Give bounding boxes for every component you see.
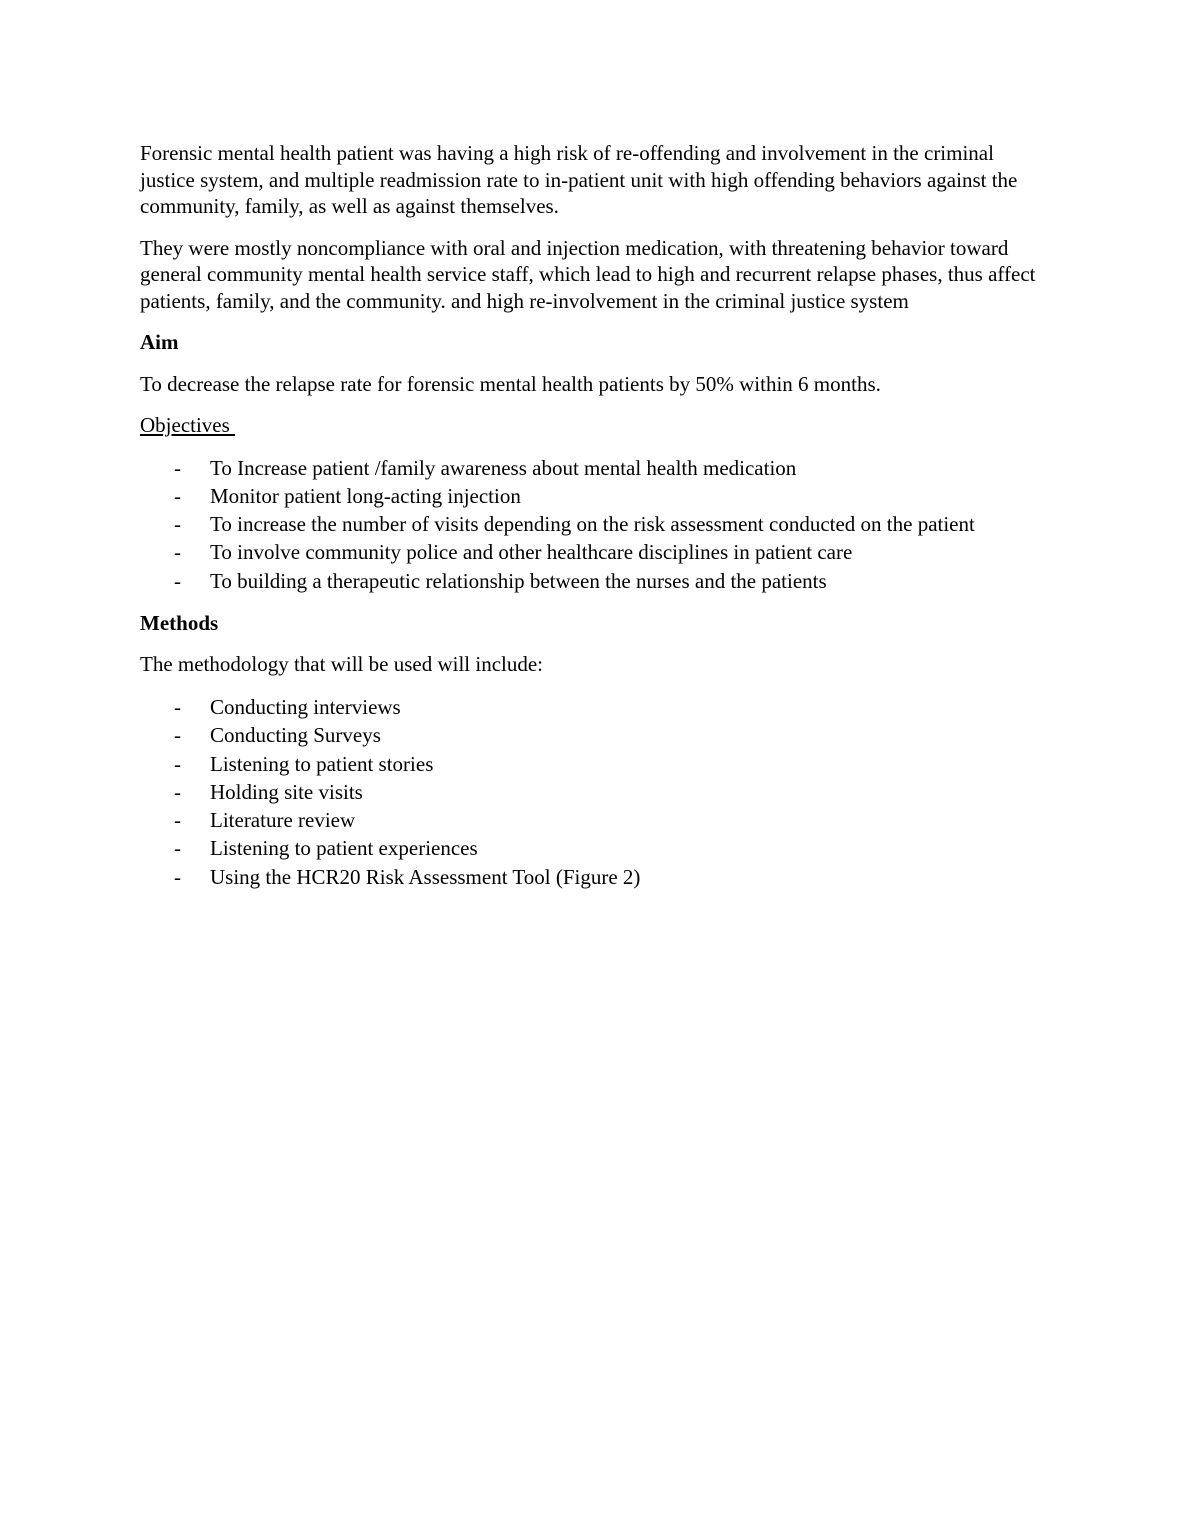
aim-text: To decrease the relapse rate for forensic mental health patients by 50% within 6 months. xyxy=(140,371,881,396)
method-text: Literature review xyxy=(210,808,356,833)
list-item xyxy=(140,863,1050,891)
objective-text: Monitor patient long-acting injection xyxy=(210,483,521,508)
list-item xyxy=(140,834,1050,862)
list-item xyxy=(140,778,1050,806)
method-text: Conducting interviews xyxy=(210,694,401,719)
method-text: Using the HCR20 Risk Assessment Tool (Figure 2) xyxy=(210,864,641,889)
list-item xyxy=(140,538,1050,566)
bullet-dash: - xyxy=(174,836,181,861)
bullet-dash: - xyxy=(174,483,181,508)
intro-paragraph-1: Forensic mental health patient was having a high risk of re-offending and involvement in the criminal justice system, and multiple readmission rate to in-patient unit with high offending behaviors against the community, family, as well as against themselves. xyxy=(140,141,1018,218)
list-item xyxy=(140,693,1050,721)
methods-intro: The methodology that will be used will include: xyxy=(140,652,544,677)
method-text: Conducting Surveys xyxy=(210,723,381,748)
list-item xyxy=(140,454,1050,482)
list-item xyxy=(140,721,1050,749)
methods-list xyxy=(140,693,1050,891)
objective-text: To increase the number of visits depending on the risk assessment conducted on the patient xyxy=(210,512,975,537)
bullet-dash: - xyxy=(174,694,181,719)
method-text: Listening to patient stories xyxy=(210,751,434,776)
objectives-list xyxy=(140,454,1050,595)
bullet-dash: - xyxy=(174,751,181,776)
list-item xyxy=(140,510,1050,538)
bullet-dash: - xyxy=(174,779,181,804)
bullet-dash: - xyxy=(174,808,181,833)
aim-heading: Aim xyxy=(140,330,179,354)
bullet-dash: - xyxy=(174,723,181,748)
list-item xyxy=(140,750,1050,778)
bullet-dash: - xyxy=(174,540,181,565)
method-text: Listening to patient experiences xyxy=(210,836,478,861)
bullet-dash: - xyxy=(174,455,181,480)
list-item xyxy=(140,482,1050,510)
objective-text: To involve community police and other healthcare disciplines in patient care xyxy=(210,540,853,565)
list-item xyxy=(140,567,1050,595)
bullet-dash: - xyxy=(174,512,181,537)
bullet-dash: - xyxy=(174,568,181,593)
objective-text: To Increase patient /family awareness about mental health medication xyxy=(210,455,797,480)
methods-heading: Methods xyxy=(140,610,219,635)
method-text: Holding site visits xyxy=(210,779,363,804)
intro-paragraph-2: They were mostly noncompliance with oral and injection medication, with threatening behavior toward general community mental health service staff, which lead to high and recurrent relapse phases, thus affect patients, family, and the community. and high re-involvement in the criminal justice system xyxy=(140,235,1036,313)
objective-text: To building a therapeutic relationship between the nurses and the patients xyxy=(210,568,827,593)
document-page xyxy=(140,140,1050,906)
objectives-heading: Objectives xyxy=(140,413,236,437)
bullet-dash: - xyxy=(174,864,181,889)
list-item xyxy=(140,806,1050,834)
